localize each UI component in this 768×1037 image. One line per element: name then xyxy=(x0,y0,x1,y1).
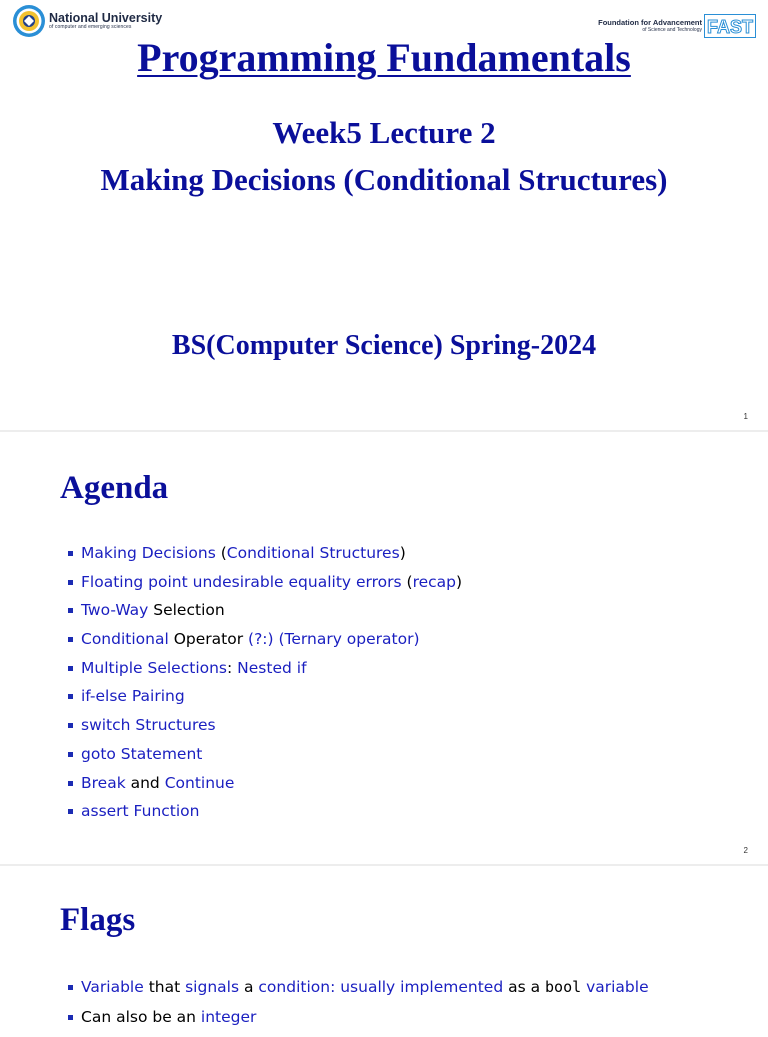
highlighted-text: if-else Pairing xyxy=(81,687,185,706)
university-seal-icon xyxy=(12,4,46,38)
highlighted-text: Conditional Structures xyxy=(226,544,400,562)
highlighted-text: Nested if xyxy=(237,658,307,677)
highlighted-text: goto Statement xyxy=(81,744,203,763)
list-item xyxy=(68,773,462,802)
highlighted-text: Conditional xyxy=(81,630,169,649)
highlighted-text: signals xyxy=(185,978,240,996)
fast-foundation-name: Foundation for Advancement xyxy=(598,18,702,28)
highlighted-text: switch Structures xyxy=(81,716,216,735)
course-title: Programming Fundamentals xyxy=(137,35,631,80)
text-segment: Operator xyxy=(168,630,249,649)
text-segment: as a xyxy=(503,978,546,996)
highlighted-text: Variable xyxy=(81,978,144,996)
text-segment: that xyxy=(143,978,186,996)
text-segment: ) xyxy=(456,572,463,591)
text-segment: Can also be an xyxy=(81,1008,201,1026)
highlighted-text: Continue xyxy=(164,773,235,792)
list-item xyxy=(68,658,462,687)
agenda-heading: Agenda xyxy=(60,470,169,506)
title-slide xyxy=(0,0,768,430)
university-subtitle: of computer and emerging sciences xyxy=(49,24,132,31)
highlighted-text: Making Decisions xyxy=(81,544,216,562)
text-segment: Selection xyxy=(148,601,225,620)
list-item xyxy=(68,543,462,572)
highlighted-text: recap xyxy=(412,572,457,591)
text-segment: ( xyxy=(401,572,413,591)
highlighted-text: Two-Way xyxy=(81,601,149,620)
highlighted-text: Break xyxy=(81,773,126,792)
highlighted-text: variable xyxy=(586,978,649,996)
text-segment: bool xyxy=(545,978,582,996)
text-segment: : xyxy=(227,658,238,677)
lecture-topic: Making Decisions (Conditional Structures) xyxy=(100,162,668,197)
highlighted-text: condition: usually implemented xyxy=(258,978,504,996)
highlighted-text: assert Function xyxy=(81,802,200,821)
list-item xyxy=(68,686,462,715)
lecture-label: Week5 Lecture 2 xyxy=(272,115,496,150)
national-university-logo xyxy=(12,4,162,38)
agenda-list xyxy=(68,543,462,830)
page-number: 2 xyxy=(743,846,748,855)
list-item xyxy=(68,801,462,830)
text-segment: and xyxy=(125,773,165,792)
list-item xyxy=(68,977,649,1007)
flags-list xyxy=(68,977,649,1037)
text-segment: ( xyxy=(215,544,227,562)
highlighted-text: Floating point undesirable equality errors xyxy=(81,572,402,591)
highlighted-text: Multiple Selections xyxy=(81,658,228,677)
list-item xyxy=(68,600,462,629)
list-item xyxy=(68,1007,649,1037)
fast-foundation-subtitle: of Science and Technology xyxy=(642,26,702,33)
text-segment: ) xyxy=(399,544,406,562)
agenda-slide xyxy=(0,432,768,864)
text-segment: a xyxy=(239,978,259,996)
list-item xyxy=(68,629,462,658)
highlighted-text: integer xyxy=(200,1008,257,1026)
list-item xyxy=(68,744,462,773)
highlighted-text: (?:) (Ternary operator) xyxy=(248,630,420,649)
university-name: National University xyxy=(49,10,163,25)
list-item xyxy=(68,572,462,601)
list-item xyxy=(68,715,462,744)
page-number: 1 xyxy=(743,412,748,421)
flags-slide xyxy=(0,866,768,1024)
program-term: BS(Computer Science) Spring-2024 xyxy=(171,330,597,361)
flags-heading: Flags xyxy=(60,902,136,938)
fast-mark-text: FAST xyxy=(706,17,754,37)
